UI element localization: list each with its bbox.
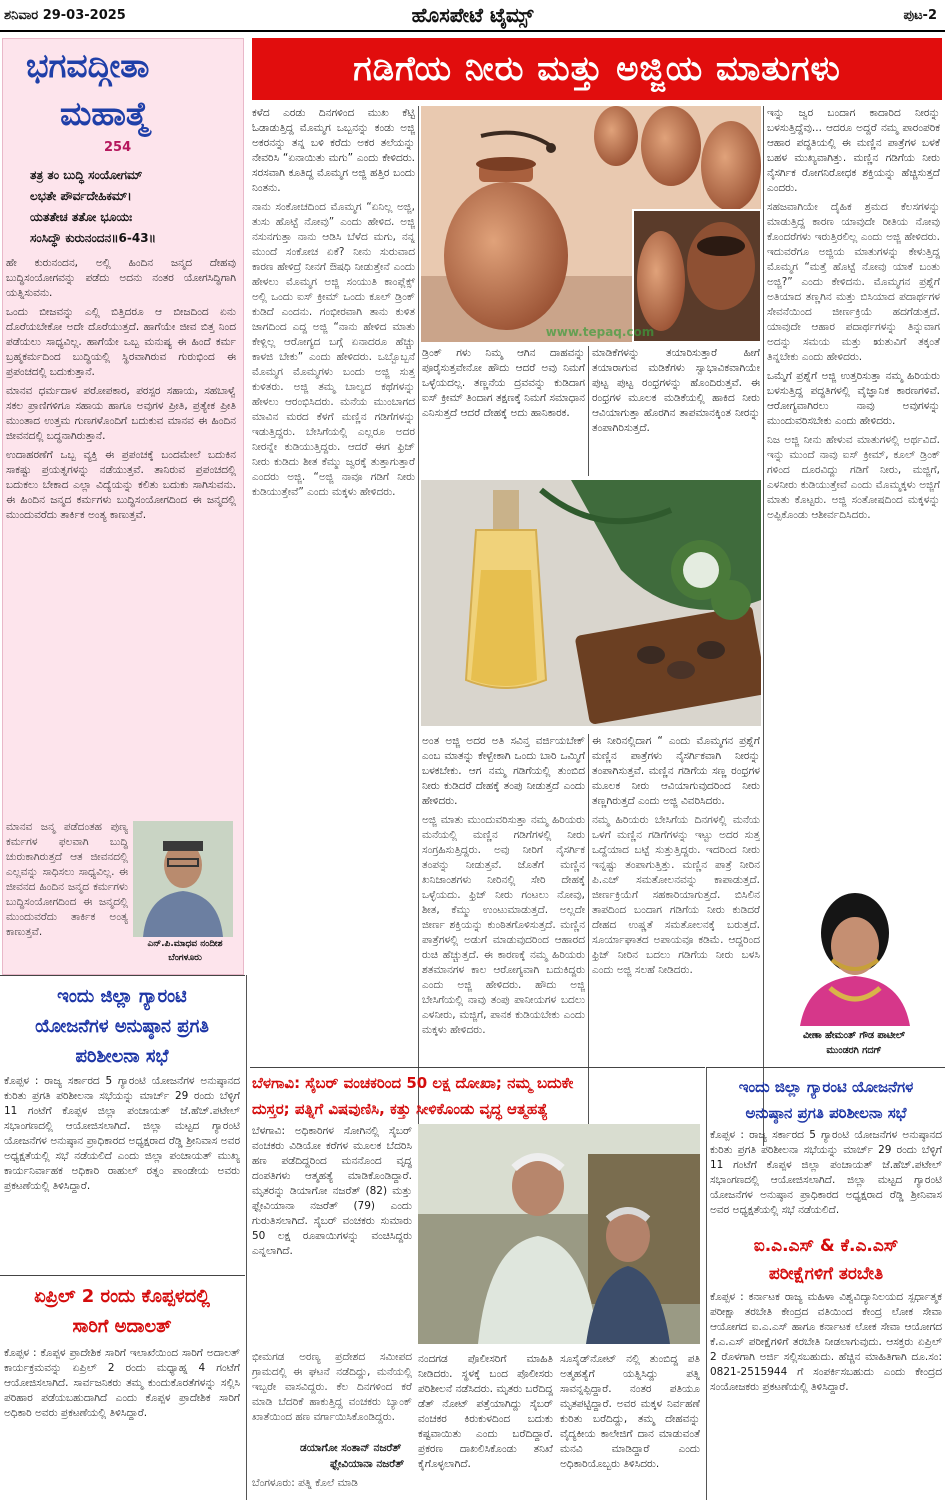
headline-line: ಬೆಳಗಾವಿ: ಸೈಬರ್ ವಂಚಕರಿಂದ 50 ಲಕ್ಷ ದೋಖಾ; ನಮ್ಮ ಬದುಕೇ xyxy=(252,1074,574,1092)
gita-paragraph: ಉದಾಹರಣೆಗೆ ಒಬ್ಬ ವ್ಯಕ್ತಿ ಈ ಪ್ರಪಂಚಕ್ಕೆ ಬಂದಮೇಲೆ ಬದುಕಿನ ಸಾಕಷ್ಟು ಪ್ರಯತ್ನಗಳನ್ನು ನಡೆಯುತ್ತವೆ. ತಾನಿರುವ ಪ್ರಪಂಚದಲ್ಲಿ ಬದುಕಲು ಬೇಕಾದ ಎಲ್ಲಾ ವಿದ್ಯೆಯನ್ನು ಕಲಿತು ಬದುಕು ಸಾಗಿಸುವನು. ಈ ಹಿಂದಿನ ಜನ್ಮದ ಕರ್ಮಗಳು ಬುದ್ಧಿಸಂಯೋಗದಿಂದ ಈ ಜನ್ಮದಲ್ಲಿ ಮುಂದುವರೆದು ತಾರ್ಕಿಕ ಅಂತ್ಯ ಕಾಣುತ್ತವೆ. xyxy=(6,449,236,521)
gita-paragraph: ಮಾನವ ಧರ್ಮದಾಳ ಪರೋಪಕಾರ, ಪರಸ್ಪರ ಸಹಾಯ, ಸಹಬಾಳ್ವೆ ಸಕಲ ಪ್ರಾಣಿಗಳಿಗೂ ಸಹಾಯ ಹಾಗೂ ಅವುಗಳ ಪ್ರೀತಿ, ಪ್ರತ್ಯೇಕ ಪ್ರೀತಿ ಮುಂತಾದ ಉತ್ತಮ ಗುಣಗಳೊಂದಿಗೆ ಬದುಕುವ ಮಾನವ ಈ ಹಿಂದಿನ ಜೀವನದಲ್ಲಿ ಬದ್ಧನಾಗಿರುತ್ತಾನೆ. xyxy=(6,385,236,442)
news-headline-ias-kas xyxy=(710,1232,942,1288)
gita-number: 254 xyxy=(104,140,132,155)
article-author-place: ಮುಂಡರಗಿ ಗದಗ್ xyxy=(826,1045,882,1056)
headline-line: ಇಂದು ಜಿಲ್ಲಾ ಗ್ಯಾರಂಟಿ xyxy=(57,986,187,1007)
masthead-rule xyxy=(0,30,945,32)
main-article-paragraph: ಕಳೆದ ಎರಡು ದಿನಗಳಿಂದ ಮುಖ ಕೆಟ್ಟಿ ಓಡಾಡುತ್ತಿದ್ದ ಮೊಮ್ಮಗ ಒಬ್ಬನನ್ನು ಕಂಡು ಅಜ್ಜಿ ಅಕರನನ್ನು ತನ್ನ ಬಳಿ ಕರೆದು ಅಕರ ತಲೆಯನ್ನು ನೇವರಿಸಿ “ಏನಾಯಿತು ಮಗು” ಎಂದು ಕೇಳಿದರು. ಸರಸವಾಗಿ ಕೂತಿದ್ದ ಮೊಮ್ಮಗ ಅಜ್ಜಿ ಹತ್ತಿರ ಬಂದು ನಿಂತನು. xyxy=(252,107,415,194)
gita-author-name: ಎನ್.ಪಿ.ಮಾಧವ ನಂದೀಶ xyxy=(147,939,223,949)
clay-pots-image xyxy=(421,106,761,342)
gita-author-photo xyxy=(133,821,233,937)
clay-pots-icon xyxy=(421,106,761,342)
column-divider xyxy=(418,106,419,1146)
main-article-col1: ಕಳೆದ ಎರಡು ದಿನಗಳಿಂದ ಮುಖ ಕೆಟ್ಟಿ ಓಡಾಡುತ್ತಿದ್ದ ಮೊಮ್ಮಗ ಒಬ್ಬನನ್ನು ಕಂಡು ಅಜ್ಜಿ ಅಕರನನ್ನು ತನ್ನ ಬಳಿ ಕರೆದು ಅಕರ ತಲೆಯನ್ನು ನೇವರಿಸಿ “ಏನಾಯಿತು ಮಗು” ಎಂದು ಕೇಳಿದರು. ಸರಸವಾಗಿ ಕೂತಿದ್ದ ಮೊಮ್ಮಗ ಅಜ್ಜಿ ಹತ್ತಿರ ಬಂದು ನಿಂತನು. ನಾನು ಸಂಕೋಚದಿಂದ ಮೊಮ್ಮಗ “ಏನಿಲ್ಲ ಅಜ್ಜಿ, ತುಸು ಹೊಟ್ಟೆ ನೋವು” ಎಂದು ಹೇಳಿದ. ಅಜ್ಜಿ ನಸುನಗುತ್ತಾ ನಾನು ಆಡಿಸಿ ಬೆಳೆದ ಮಗು, ನನ್ನ ಮುಂದೆ ಸಂಕೋಚ ಏಕೆ? ನೀನು ಸುರುವಾದ ಕಾರಣ ಹೇಳಿದ್ರೆ ನೀನಗೆ ಔಷಧಿ ನೀಡುತ್ತೇನೆ ಎಂದು ಹೇಳಲು ಮೊಮ್ಮಗ ಅಜ್ಜಿ ಸಂಯುತಿ ಕಾಂಪ್ಲೆಕ್ಸ್ ಅಲ್ಲಿ ಒಂದು ಐಸ್ ಕ್ರೀಮ್ ಒಂದು ಕೂಲ್ ಡ್ರಿಂಕ್ ಕುಡಿದೆ ಎಂದನು. ಗಂಭೀರವಾಗಿ ತಾನು ಕುಳಿತ ಜಾಗದಿಂದ ಎದ್ದ ಅಜ್ಜಿ “ನಾನು ಹೇಳಿದ ಮಾತು ಕೇಳ್ಲಿಲ್ಲ ಆರೋಗ್ಯದ ಬಗ್ಗೆ ಏನಾದರೂ ಹೆಚ್ಚು ಕಾಳಜಿ ಬೇಕು” ಎಂದು ಹೇಳಿದರು. ಒಬ್ಬೊಬ್ಬನೆ ಮೊಮ್ಮಗ ಮೊಮ್ಮಗಳು ಬಂದು ಅಜ್ಜಿ ಸುತ್ತ ಕುಳಿತರು. ಅಜ್ಜಿ ತಮ್ಮ ಬಾಲ್ಯದ ಕಥೆಗಳನ್ನು ಹೇಳಲು ಆರಂಭಿಸಿದರು. ಮನೆಯ ಮುಂಬಾಗದ ಮಾವಿನ ಮರದ ಕೆಳಗೆ ಮಣ್ಣಿನ ಗಡಿಗೆಗಳನ್ನು ಇಡುತ್ತಿದ್ದರು. ಬೇಸಿಗೆಯಲ್ಲಿ ಎಲ್ಲರೂ ಅದರ ನೀರನ್ನೇ ಕುಡಿಯುತ್ತಿದ್ದರು. ಆದರೆ ಈಗ ಫ್ರಿಜ್ ನೀರು ಕುಡಿದು ಶೀತ ಕೆಮ್ಮು ಜ್ವರಕ್ಕೆ ತುತ್ತಾಗುತ್ತಾರೆ ಎಂದರು ಅಜ್ಜಿ. “ಅಜ್ಜಿ ನಾವೂ ಗಡಿಗೆ ನೀರು ಕುಡಿಯುತ್ತೇವೆ” ಎಂದು ಮಕ್ಕಳು ಹೇಳಿದರು. xyxy=(252,107,415,498)
section-rule xyxy=(250,1067,705,1068)
column-divider xyxy=(763,106,764,1146)
gita-author-place: ಬೆಂಗಳೂರು xyxy=(168,953,202,963)
main-article-col2b: ಅಂತ ಅಜ್ಜಿ ಅದರ ಅತಿ ಸವಿನ್ತ ವರ್ಜಿಯಬೇಕ್ ಎಂಬ ಮಾತನ್ನು ಕೇಳ್ಬೇಕಾಗಿ ಒಂದು ಬಾರಿ ಒಮ್ಮಿಗೆ ಬಳಕಬೇಕು. ಆಗ ನಮ್ಮ ಗಡಿಗೆಯಲ್ಲಿ ತುಂಬಿದ ನೀರು ಕುಡಿದರೆ ದೇಹಕ್ಕೆ ತಂಪು ನೀಡುತ್ತದೆ ಎಂದು ಹೇಳಿದರು. ಅಜ್ಜಿ ಮಾತು ಮುಂದುವರಿಸುತ್ತಾ ನಮ್ಮ ಹಿರಿಯರು ಮನೆಯಲ್ಲಿ ಮಣ್ಣಿನ ಗಡಿಗೆಗಳಲ್ಲಿ ನೀರು ಸಂಗ್ರಹಿಸುತ್ತಿದ್ದರು. ಅವು ನೀರಿಗೆ ನೈಸರ್ಗಿಕ ತಂಪನ್ನು ನೀಡುತ್ತವೆ. ಜೊತೆಗೆ ಮಣ್ಣಿನ ಖನಿಜಾಂಶಗಳು ನೀರಿನಲ್ಲಿ ಸೇರಿ ದೇಹಕ್ಕೆ ಒಳ್ಳೆಯದು. ಫ್ರಿಜ್ ನೀರು ಗಂಟಲು ನೋವು, ಶೀತ, ಕೆಮ್ಮು ಉಂಟುಮಾಡುತ್ತದೆ. ಅಲ್ಲದೇ ಜೀರ್ಣ ಶಕ್ತಿಯನ್ನು ಕುಂಠಿತಗೊಳಿಸುತ್ತದೆ. ಮಣ್ಣಿನ ಪಾತ್ರೆಗಳಲ್ಲಿ ಅಡುಗೆ ಮಾಡುವುದರಿಂದ ಆಹಾರದ ರುಚಿ ಹೆಚ್ಚುತ್ತದೆ. ಈ ಕಾರಣಕ್ಕೆ ನಮ್ಮ ಹಿರಿಯರು ಶತಮಾನಗಳ ಕಾಲ ಆರೋಗ್ಯವಾಗಿ ಬದುಕಿದ್ದರು ಎಂದು ಅಜ್ಜಿ ಹೇಳಿದರು. ಹೌದು ಅಜ್ಜಿ ಬೇಸಿಗೆಯಲ್ಲಿ ನಾವು ತಂಪು ಪಾನೀಯಗಳ ಬದಲು ಎಳನೀರು, ಮಜ್ಜಿಗೆ, ಪಾನಕ ಕುಡಿಯಬೇಕು ಎಂದು ಮಕ್ಕಳು ಹೇಳಿದರು. xyxy=(422,735,585,1036)
gita-body-continued: ಮಾನವ ಜನ್ಮ ಪಡೆದಂತಹ ಪುಣ್ಯ ಕರ್ಮಗಳ ಫಲವಾಗಿ ಬುದ್ಧಿ ಚುರುಕಾಗಿರುತ್ತದೆ ಆತ ಜೀವನದಲ್ಲಿ ಎಲ್ಲವನ್ನು ಸಾಧಿಸಲು ಸಾಧ್ಯವಿಲ್ಲ. ಈ ಜೀವನದ ಹಿಂದಿನ ಜನ್ಮದ ಕರ್ಮಗಳು ಬುದ್ಧಿಸಂಯೋಗದಿಂದ ಈ ಜನ್ಮದಲ್ಲಿ ಮುಂದುವರೆದು ತಾರ್ಕಿಕ ಅಂತ್ಯ ಕಾಣುತ್ತವೆ. xyxy=(6,821,128,938)
gita-verse-line: ಸಂಸಿದ್ಧೌ ಕುರುನಂದನ॥6-43॥ xyxy=(30,231,156,245)
oil-bottle-icon xyxy=(421,480,761,726)
page-number: ಪುಟ-2 xyxy=(903,8,937,23)
issue-date: ಶನಿವಾರ 29-03-2025 xyxy=(4,8,126,23)
main-article-col3 xyxy=(592,346,760,476)
column-divider xyxy=(588,346,589,476)
news-body-cyber-fraud-4: ಭೀಮಗಡ ಅರಣ್ಯ ಪ್ರದೇಶದ ಸಮೀಪದ ಗ್ರಾಮದಲ್ಲಿ ಈ ಘಟನೆ ನಡೆದಿದ್ದು, ಮನೆಯಲ್ಲಿ ಇಬ್ಬರೇ ವಾಸವಿದ್ದರು. ಕೆಲ ದಿನಗಳಿಂದ ಕರೆ ಮಾಡಿ ಬೆದರಿಕೆ ಹಾಕುತ್ತಿದ್ದ ವಂಚಕರು ಬ್ಯಾಂಕ್ ಖಾತೆಯಿಂದ ಹಣ ವರ್ಗಾಯಿಸಿಕೊಂಡಿದ್ದರು. xyxy=(252,1351,412,1423)
headline-line: ಪರೀಕ್ಷೆಗಳಿಗೆ ತರಬೇತಿ xyxy=(768,1264,884,1284)
couple-photo-icon xyxy=(418,1124,700,1344)
section-rule xyxy=(706,1067,945,1068)
news-headline-guarantee-right xyxy=(710,1074,942,1126)
news-body-cyber-fraud-2: ನಂದಗಡ ಪೊಲೀಸರಿಗೆ ಮಾಹಿತಿ ನೀಡಿದರು. ಸ್ಥಳಕ್ಕೆ ಬಂದ ಪೊಲೀಸರು ಪರಿಶೀಲನೆ ನಡೆಸಿದರು. ಮೃತರು ಬರೆದಿದ್ದ ಡೆತ್ ನೋಟ್ ಪತ್ತೆಯಾಗಿದ್ದು ಸೈಬರ್ ವಂಚಕರ ಕಿರುಕುಳದಿಂದ ಬದುಕು ಕಷ್ಟವಾಯಿತು ಎಂದು ಬರೆದಿದ್ದಾರೆ. ಪ್ರಕರಣ ದಾಖಲಿಸಿಕೊಂಡು ತನಿಖೆ ಕೈಗೊಳ್ಳಲಾಗಿದೆ. xyxy=(418,1353,553,1470)
news-headline-adalat xyxy=(4,1282,240,1342)
headline-line: ಯೋಜನೆಗಳ ಅನುಷ್ಠಾನ ಪ್ರಗತಿ xyxy=(35,1016,209,1037)
headline-line: ಇಂದು ಜಿಲ್ಲಾ ಗ್ಯಾರಂಟಿ ಯೋಜನೆಗಳ xyxy=(738,1078,914,1096)
news-body-guarantee-left: ಕೊಪ್ಪಳ : ರಾಜ್ಯ ಸರ್ಕಾರದ 5 ಗ್ಯಾರಂಟಿ ಯೋಜನೆಗಳ ಅನುಷ್ಠಾನದ ಕುರಿತು ಪ್ರಗತಿ ಪರಿಶೀಲನಾ ಸಭೆಯನ್ನು ಮಾರ್ಚ್ 29 ರಂದು ಬೆಳ್ಳಿಗೆ 11 ಗಂಟೆಗೆ ಕೊಪ್ಪಳ ಜಿಲ್ಲಾ ಪಂಚಾಯತ್ ಜೆ.ಹೆಚ್.ಪಟೇಲ್ ಸಭಾಂಗಣದಲ್ಲಿ ಆಯೋಜಿಸಲಾಗಿದೆ. ಜಿಲ್ಲಾ ಮಟ್ಟದ ಗ್ಯಾರಂಟಿ ಯೋಜನೆಗಳ ಅನುಷ್ಠಾನ ಪ್ರಾಧಿಕಾರದ ಅಧ್ಯಕ್ಷರಾದ ರೆಡ್ಡಿ ಶ್ರೀನಿವಾಸ ಅವರ ಅಧ್ಯಕ್ಷತೆಯಲ್ಲಿ ಸಭೆ ನಡೆಯಲಿದೆ ಎಂದು ಜಿಲ್ಲಾ ಪಂಚಾಯತ್ ಮುಖ್ಯ ಕಾರ್ಯನಿರ್ವಾಹಕ ಅಧಿಕಾರಿ ರಾಹುಲ್ ರತ್ನಂ ಪಾಂಡೇಯ ಅವರು ಪ್ರಕಟಣೆಯಲ್ಲಿ ತಿಳಿಸಿದ್ದಾರೆ. xyxy=(4,1075,240,1192)
elderly-couple-photo xyxy=(418,1124,700,1344)
gita-title-line1: ಭಗವದ್ಗೀತಾ xyxy=(26,46,150,85)
gita-verse-line: ಲಭತೇ ಪೌರ್ವದೇಹಿಕಮ್। xyxy=(30,189,132,203)
headline-line: ಪರಿಶೀಲನಾ ಸಭೆ xyxy=(75,1046,169,1067)
headline-line: ಐ.ಎ.ಎಸ್ & ಕೆ.ಎ.ಎಸ್ xyxy=(753,1236,899,1256)
article-author-photo xyxy=(790,888,920,1026)
gita-paragraph: ಹೇ ಕುರುನಂದನ, ಅಲ್ಲಿ ಹಿಂದಿನ ಜನ್ಮದ ದೇಹವು ಬುದ್ಧಿಸಂಯೋಗವನ್ನು ಪಡೆದು ಅದನು ನಂತರ ಯೋಗಸಿದ್ಧಿಗಾಗಿ ಯತ್ನಿಸುವನು. xyxy=(6,257,236,299)
main-article-paragraph: ಇನ್ನು ಜ್ವರ ಬಂದಾಗ ಕಾದಾರಿದ ನೀರನ್ನು ಬಳಸುತ್ತಿದ್ದೆವು... ಆದರೂ ಅದ್ದರೆ ನಮ್ಮ ಪಾರಂಪರಿಕ ಆಹಾರ ಪದ್ಧತಿಯಲ್ಲಿ ಈ ಮಣ್ಣಿನ ಪಾತ್ರೆಗಳ ಬಳಕೆ ಬಹಳ ಮುಖ್ಯವಾಗಿತ್ತು. ಮಣ್ಣಿನ ಗಡಿಗೆಯ ನೀರು ನೈಸರ್ಗಿಕ ರೋಗನಿರೋಧಕ ಶಕ್ತಿಯನ್ನು ಹೆಚ್ಚಿಸುತ್ತದೆ ಎಂದರು. xyxy=(767,107,940,194)
main-article-paragraph: ಅಂತ ಅಜ್ಜಿ ಅದರ ಅತಿ ಸವಿನ್ತ ವರ್ಜಿಯಬೇಕ್ ಎಂಬ ಮಾತನ್ನು ಕೇಳ್ಬೇಕಾಗಿ ಒಂದು ಬಾರಿ ಒಮ್ಮಿಗೆ ಬಳಕಬೇಕು. ಆಗ ನಮ್ಮ ಗಡಿಗೆಯಲ್ಲಿ ತುಂಬಿದ ನೀರು ಕುಡಿದರೆ ದೇಹಕ್ಕೆ ತಂಪು ನೀಡುತ್ತದೆ ಎಂದು ಹೇಳಿದರು. xyxy=(422,735,585,807)
section-rule xyxy=(0,1275,245,1276)
newspaper-title: ಹೊಸಪೇಟೆ ಟೈಮ್ಸ್ xyxy=(411,3,534,27)
news-headline-guarantee-left xyxy=(4,982,240,1072)
section-rule xyxy=(0,975,245,976)
gita-body xyxy=(6,256,236,816)
headline-line: ದುಸ್ತರ; ಪತ್ನಿಗೆ ವಿಷವುಣಿಸಿ, ಕತ್ತು ಸೀಳಿಕೊಂಡು ವೃದ್ಧ ಆತ್ಮಹತ್ಯೆ xyxy=(252,1100,548,1118)
photo-caption-2: ಫ್ಲೇವಿಯಾನಾ ನಜರೆತ್ xyxy=(330,1458,405,1470)
news-body-guarantee-right: ಕೊಪ್ಪಳ : ರಾಜ್ಯ ಸರ್ಕಾರದ 5 ಗ್ಯಾರಂಟಿ ಯೋಜನೆಗಳ ಅನುಷ್ಠಾನದ ಕುರಿತು ಪ್ರಗತಿ ಪರಿಶೀಲನಾ ಸಭೆಯನ್ನು ಮಾರ್ಚ್ 29 ರಂದು ಬೆಳ್ಳಿಗೆ 11 ಗಂಟೆಗೆ ಕೊಪ್ಪಳ ಜಿಲ್ಲಾ ಪಂಚಾಯತ್ ಜೆ.ಹೆಚ್.ಪಟೇಲ್ ಸಭಾಂಗಣದಲ್ಲಿ ಆಯೋಜಿಸಲಾಗಿದೆ. ಜಿಲ್ಲಾ ಮಟ್ಟದ ಗ್ಯಾರಂಟಿ ಯೋಜನೆಗಳ ಅನುಷ್ಠಾನ ಪ್ರಾಧಿಕಾರದ ಅಧ್ಯಕ್ಷರಾದ ರೆಡ್ಡಿ ಶ್ರೀನಿವಾಸ ಅವರ ಅಧ್ಯಕ್ಷತೆಯಲ್ಲಿ ಸಭೆ ನಡೆಯಲಿದೆ. xyxy=(710,1129,942,1216)
main-article-paragraph: ಮಾಡಿಕೆಗಳನ್ನು ತಯಾರಿಸುತ್ತಾರೆ ಹೀಗೆ ತಯಾರಾಗುವ ಮಡಿಕೆಗಳು ಸ್ವಾಭಾವಿಕವಾಗಿಯೇ ಪುಟ್ಟ ಪುಟ್ಟ ರಂಧ್ರಗಳನ್ನು ಹೊಂದಿರುತ್ತವೆ. ಈ ರಂಧ್ರಗಳ ಮೂಲಕ ಮಡಿಕೆಯಲ್ಲಿ ಹಾಕಿದ ನೀರು ಆವಿಯಾಗುತ್ತಾ ಹೊರಗಿನ ತಾಪಮಾನಕ್ಕಿಂತ ನೀರನ್ನು ತಂಪಾಗಿರಿಸುತ್ತದೆ. xyxy=(592,347,760,434)
main-article-paragraph: ಡ್ರಿಂಕ್ ಗಳು ನಿಮ್ಮ ಆಗಿನ ದಾಹವನ್ನು ಪೂರೈಸುತ್ತವೇನೋ ಹೌದು ಆದರೆ ಅವು ನಿಮಗೆ ಒಳ್ಳೆಯದಲ್ಲ. ತಣ್ಣನೆಯ ದ್ರವವನ್ನು ಕುಡಿದಾಗ ಐಸ್ ಕ್ರೀಮ್ ತಿಂದಾಗ ತಕ್ಷಣಕ್ಕೆ ನಿಮಗೆ ಸಮಾಧಾನ ಎನಿಸುತ್ತದೆ ಆದರೆ ದೇಹಕ್ಕೆ ಅದು ಹಾನಿಕಾರಕ. xyxy=(422,347,585,419)
gita-paragraph: ಒಂದು ಬೀಜವನ್ನು ಎಲ್ಲಿ ಬಿತ್ತಿದರೂ ಆ ಬೀಜದಿಂದ ಏನು ದೊರೆಯಬೇಕೋ ಅದೇ ದೊರೆಯುತ್ತದೆ. ಹಾಗೆಯೇ ಜೀವ ಬಿತ್ತ ನಿಂದ ಪಡೆಯಲು ಸಾಧ್ಯವಿಲ್ಲ. ಹಾಗೆಯೇ ಒಬ್ಬ ಮನುಷ್ಯ ಈ ಹಿಂದೆ ಕರ್ಮ ಬ್ರಹ್ಮಕರ್ಮದಿಂದ ಬುದ್ಧಿಯಲ್ಲಿ ಸ್ಥಿರವಾಗಿರುವ ಗುರುಭಿಂದ ಈ ಪ್ರಪಂಚದಲ್ಲಿ ಬದುಕುತ್ತಾನೆ. xyxy=(6,306,236,378)
main-article-paragraph: ಒಮ್ಮೆಗೆ ಪ್ರಶ್ನೆಗೆ ಅಜ್ಜಿ ಉತ್ತರಿಸುತ್ತಾ ನಮ್ಮ ಹಿರಿಯರು ಬಳಸುತ್ತಿದ್ದ ಪದ್ಧತಿಗಳಲ್ಲಿ ವೈಜ್ಞಾನಿಕ ಕಾರಣಗಳಿವೆ. ಆರೋಗ್ಯವಾಗಿರಲು ನಾವು ಅವುಗಳನ್ನು ಮುಂದುವರಿಸಬೇಕು ಎಂದು ಹೇಳಿದರು. xyxy=(767,370,940,427)
headline-line: ಏಪ್ರಿಲ್ 2 ರಂದು ಕೊಪ್ಪಳದಲ್ಲಿ xyxy=(34,1286,210,1307)
news-body-cyber-fraud: ಬೆಳಗಾವಿ: ಅಧಿಕಾರಿಗಳ ಸೋಗಿನಲ್ಲಿ ಸೈಬರ್ ವಂಚಕರು ವಿಡಿಯೋ ಕರೆಗಳ ಮೂಲಕ ಬೆದರಿಸಿ ಹಣ ಪಡೆದಿದ್ದರಿಂದ ಮನನೊಂದ ವೃದ್ಧ ದಂಪತಿಗಳು ಆತ್ಮಹತ್ಯೆ ಮಾಡಿಕೊಂಡಿದ್ದಾರೆ. ಮೃತರನ್ನು ಡಿಯಾಗೋ ನಜರೆತ್ (82) ಮತ್ತು ಫ್ಲೇವಿಯಾನಾ ನಜರೆತ್ (79) ಎಂದು ಗುರುತಿಸಲಾಗಿದೆ. ಸೈಬರ್ ವಂಚಕರು ಸುಮಾರು 50 ಲಕ್ಷ ರೂಪಾಯಿಗಳನ್ನು ವಂಚಿಸಿದ್ದರು ಎನ್ನಲಾಗಿದೆ. xyxy=(252,1125,412,1257)
headline-line: ಸಾರಿಗೆ ಅದಾಲತ್ xyxy=(72,1316,172,1337)
castor-oil-image xyxy=(421,480,761,726)
author-portrait-icon xyxy=(133,821,233,937)
news-body-cyber-fraud-3: ಸೂಸೈಡ್‌ನೋಟ್ ನಲ್ಲಿ ತುಂಬಿದ್ದ ಪತಿ ಅತ್ಮಹತ್ಯೆಗೆ ಯತ್ನಿಸಿದ್ದು ಪತ್ನಿ ಸಾವನ್ನಪ್ಪಿದ್ದಾರೆ. ನಂತರ ಪತಿಯೂ ಮೃತಪಟ್ಟಿದ್ದಾರೆ. ಅವರ ಮಕ್ಕಳ ನಿರ್ವಹಣೆ ಕುರಿತು ಬರೆದಿದ್ದು, ತಮ್ಮ ದೇಹವನ್ನು ವೈದ್ಯಕೀಯ ಕಾಲೇಜಿಗೆ ದಾನ ಮಾಡುವಂತೆ ಮನವಿ ಮಾಡಿದ್ದಾರೆ ಎಂದು ಅಧಿಕಾರಿಯೊಬ್ಬರು ತಿಳಿಸಿದರು. xyxy=(560,1353,700,1470)
news-body-cyber-fraud-5: ಬೆಂಗಳೂರು: ಪತ್ನಿ ಕೊಲೆ ಮಾಡಿ xyxy=(252,1477,358,1489)
column-divider xyxy=(246,975,247,1500)
column-divider xyxy=(706,1068,707,1500)
main-article-col4: ಇನ್ನು ಜ್ವರ ಬಂದಾಗ ಕಾದಾರಿದ ನೀರನ್ನು ಬಳಸುತ್ತಿದ್ದೆವು... ಆದರೂ ಅದ್ದರೆ ನಮ್ಮ ಪಾರಂಪರಿಕ ಆಹಾರ ಪದ್ಧತಿಯಲ್ಲಿ ಈ ಮಣ್ಣಿನ ಪಾತ್ರೆಗಳ ಬಳಕೆ ಬಹಳ ಮುಖ್ಯವಾಗಿತ್ತು. ಮಣ್ಣಿನ ಗಡಿಗೆಯ ನೀರು ನೈಸರ್ಗಿಕ ರೋಗನಿರೋಧಕ ಶಕ್ತಿಯನ್ನು ಹೆಚ್ಚಿಸುತ್ತದೆ ಎಂದರು. ಸಹಜವಾಗಿಯೇ ದೈಹಿಕ ಶ್ರಮದ ಕೆಲಸಗಳನ್ನು ಮಾಡುತ್ತಿದ್ದ ಕಾರಣ ಯಾವುದೇ ರೀತಿಯ ನೋವು ಕೊಂದರೆಗಳು ಇರುತ್ತಿರಲಿಲ್ಲ ಎಂದು ಅಜ್ಜಿ ಹೇಳಿದರು. ಇದುವರೆಗೂ ಅಜ್ಜಿಯ ಮಾತುಗಳನ್ನು ಕೇಳುತ್ತಿದ್ದ ಮೊಮ್ಮಗ “ಮತ್ತೆ ಹೊಟ್ಟೆ ನೋವು ಯಾಕೆ ಬಂತು ಅಜ್ಜಿ?” ಎಂದು ಕೇಳಿದನು. ಮೊಮ್ಮಗನ ಪ್ರಶ್ನೆಗೆ ಅತಿಯಾದ ತಣ್ಣಗಿನ ಮತ್ತು ಬಿಸಿಯಾದ ಪದಾರ್ಥಗಳ ಸೇವನೆಯಿಂದ ಜೀರ್ಣಕ್ರಿಯೆ ಹದಗೆಡುತ್ತದೆ. ಯಾವುದೇ ಆಹಾರ ಪದಾರ್ಥಗಳನ್ನು ತಿನ್ನುವಾಗ ಅದನ್ನು ಸಮಯ ಮತ್ತು ಋತುವಿಗೆ ತಕ್ಕಂತೆ ತಿನ್ನಬೇಕು ಎಂದು ಹೇಳಿದರು. ಒಮ್ಮೆಗೆ ಪ್ರಶ್ನೆಗೆ ಅಜ್ಜಿ ಉತ್ತರಿಸುತ್ತಾ ನಮ್ಮ ಹಿರಿಯರು ಬಳಸುತ್ತಿದ್ದ ಪದ್ಧತಿಗಳಲ್ಲಿ ವೈಜ್ಞಾನಿಕ ಕಾರಣಗಳಿವೆ. ಆರೋಗ್ಯವಾಗಿರಲು ನಾವು ಅವುಗಳನ್ನು ಮುಂದುವರಿಸಬೇಕು ಎಂದು ಹೇಳಿದರು. ನಿಜ ಅಜ್ಜಿ ನೀನು ಹೇಳುವ ಮಾತುಗಳಲ್ಲಿ ಅರ್ಥವಿದೆ. ಇನ್ನು ಮುಂದೆ ನಾವು ಐಸ್ ಕ್ರೀಮ್, ಕೂಲ್ ಡ್ರಿಂಕ್ ಗಳಿಂದ ದೂರವಿದ್ದು ಗಡಿಗೆ ನೀರು, ಮಜ್ಜಿಗೆ, ಎಳನೀರು ಕುಡಿಯುತ್ತೇವೆ ಎಂದು ಮೊಮ್ಮಕ್ಕಳು ಅಜ್ಜಿಗೆ ಮಾತು ಕೊಟ್ಟರು. ಅಜ್ಜಿ ಸಂತೋಷದಿಂದ ಮಕ್ಕಳನ್ನು ಅಪ್ಪಿಕೊಂಡು ಆಶೀರ್ವದಿಸಿದರು. xyxy=(767,107,940,521)
gita-title-line2: ಮಹಾತ್ಮೆ xyxy=(60,94,150,133)
image-watermark: www.tepaq.com xyxy=(545,325,655,339)
gita-verse xyxy=(30,165,240,249)
gita-verse-line: ಯತತೇಚ ತತೋ ಭೂಯಃ xyxy=(30,210,133,224)
news-body-ias-kas: ಕೊಪ್ಪಳ : ಕರ್ನಾಟಕ ರಾಜ್ಯ ಮಹಿಳಾ ವಿಶ್ವವಿದ್ಯಾನಿಲಯದ ಸ್ಪರ್ಧಾತ್ಮಕ ಪರೀಕ್ಷಾ ತರಬೇತಿ ಕೇಂದ್ರದ ವತಿಯಿಂದ ಕೇಂದ್ರ ಲೋಕ ಸೇವಾ ಆಯೋಗದ ಐ.ಎ.ಎಸ್ ಹಾಗೂ ಕರ್ನಾಟಕ ಲೋಕ ಸೇವಾ ಆಯೋಗದ ಕೆ.ಎ.ಎಸ್ ಪರೀಕ್ಷೆಗಳಿಗೆ ತರಬೇತಿ ನೀಡಲಾಗುವುದು. ಆಸಕ್ತರು ಏಪ್ರಿಲ್ 2 ರೊಳಗಾಗಿ ಅರ್ಜಿ ಸಲ್ಲಿಸಬಹುದು. ಹೆಚ್ಚಿನ ಮಾಹಿತಿಗಾಗಿ ದೂ.ಸಂ: 0821-2515944 ಗೆ ಸಂಪರ್ಕಿಸಬಹುದು ಎಂದು ಕೇಂದ್ರದ ಸಂಯೋಜಕರು ಪ್ರಕಟಣೆಯಲ್ಲಿ ತಿಳಿಸಿದ್ದಾರೆ. xyxy=(710,1291,942,1393)
main-article-col2 xyxy=(422,346,585,476)
main-article-paragraph: ಈ ನೀರಿನಲ್ಲಿದಾಗ “ ಎಂದು ಮೊಮ್ಮಗನ ಪ್ರಶ್ನೆಗೆ ಮಣ್ಣಿನ ಪಾತ್ರೆಗಳು ನೈಸರ್ಗಿಕವಾಗಿ ನೀರನ್ನು ತಂಪಾಗಿಸುತ್ತವೆ. ಮಣ್ಣಿನ ಗಡಿಗೆಯ ಸಣ್ಣ ರಂಧ್ರಗಳ ಮೂಲಕ ನೀರು ಆವಿಯಾಗುವುದರಿಂದ ನೀರು ತಣ್ಣಗಿರುತ್ತದೆ ಎಂದು ಅಜ್ಜಿ ವಿವರಿಸಿದರು. xyxy=(592,735,760,807)
article-author-name: ವೀಣಾ ಹೇಮಂತ್ ಗೌಡ ಪಾಟೀಲ್ xyxy=(802,1030,906,1041)
news-body-adalat: ಕೊಪ್ಪಳ : ಕೊಪ್ಪಳ ಪ್ರಾದೇಶಿಕ ಸಾರಿಗೆ ಇಲಾಖೆಯಿಂದ ಸಾರಿಗೆ ಅದಾಲತ್ ಕಾರ್ಯಕ್ರಮವನ್ನು ಏಪ್ರಿಲ್ 2 ರಂದು ಮಧ್ಯಾಹ್ನ 4 ಗಂಟೆಗೆ ಆಯೋಜಿಸಲಾಗಿದೆ. ಸಾರ್ವಜನಿಕರು ತಮ್ಮ ಕುಂದುಕೊರತೆಗಳನ್ನು ಸಲ್ಲಿಸಿ ಪರಿಹಾರ ಪಡೆಯಬಹುದಾಗಿದೆ ಎಂದು ಕೊಪ್ಪಳ ಪ್ರಾದೇಶಿಕ ಸಾರಿಗೆ ಅಧಿಕಾರಿ ಅವರು ಪ್ರಕಟಣೆಯಲ್ಲಿ ತಿಳಿಸಿದ್ದಾರೆ. xyxy=(4,1347,240,1419)
author-portrait-icon xyxy=(790,888,920,1026)
gita-verse-line: ತತ್ರ ತಂ ಬುದ್ಧಿ ಸಂಯೋಗಮ್ xyxy=(30,168,143,182)
photo-caption-1: ಡಯಾಗೋ ಸಂತಾನ್ ನಜರೆತ್ xyxy=(300,1442,402,1454)
headline-line: ಅನುಷ್ಠಾನ ಪ್ರಗತಿ ಪರಿಶೀಲನಾ ಸಭೆ xyxy=(745,1104,907,1122)
main-article-banner: ಗಡಿಗೆಯ ನೀರು ಮತ್ತು ಅಜ್ಜಿಯ ಮಾತುಗಳು xyxy=(252,38,942,100)
main-article-col3b: ಈ ನೀರಿನಲ್ಲಿದಾಗ “ ಎಂದು ಮೊಮ್ಮಗನ ಪ್ರಶ್ನೆಗೆ ಮಣ್ಣಿನ ಪಾತ್ರೆಗಳು ನೈಸರ್ಗಿಕವಾಗಿ ನೀರನ್ನು ತಂಪಾಗಿಸುತ್ತವೆ. ಮಣ್ಣಿನ ಗಡಿಗೆಯ ಸಣ್ಣ ರಂಧ್ರಗಳ ಮೂಲಕ ನೀರು ಆವಿಯಾಗುವುದರಿಂದ ನೀರು ತಣ್ಣಗಿರುತ್ತದೆ ಎಂದು ಅಜ್ಜಿ ವಿವರಿಸಿದರು. ನಮ್ಮ ಹಿರಿಯರು ಬೇಸಿಗೆಯ ದಿನಗಳಲ್ಲಿ ಮನೆಯ ಒಳಗೆ ಮಣ್ಣಿನ ಗಡಿಗೆಗಳನ್ನು ಇಟ್ಟು ಅದರ ಸುತ್ತ ಒದ್ದೆಯಾದ ಬಟ್ಟೆ ಸುತ್ತುತ್ತಿದ್ದರು. ಇದರಿಂದ ನೀರು ಇನ್ನಷ್ಟು ತಂಪಾಗುತ್ತಿತ್ತು. ಮಣ್ಣಿನ ಪಾತ್ರೆ ನೀರಿನ ಪಿ.ಎಚ್ ಸಮತೋಲನವನ್ನು ಕಾಪಾಡುತ್ತದೆ. ಜೀರ್ಣಕ್ರಿಯೆಗೆ ಸಹಕಾರಿಯಾಗುತ್ತದೆ. ಬಿಸಿಲಿನ ತಾಪದಿಂದ ಬಂದಾಗ ಗಡಿಗೆಯ ನೀರು ಕುಡಿದರೆ ದೇಹದ ಉಷ್ಣತೆ ಸಮತೋಲನಕ್ಕೆ ಬರುತ್ತದೆ. ಸೂರ್ಯಾಘಾತದ ಅಪಾಯವೂ ಕಡಿಮೆ. ಆದ್ದರಿಂದ ಫ್ರಿಜ್ ನೀರಿನ ಬದಲು ಗಡಿಗೆಯ ನೀರು ಬಳಸಿ ಎಂದು ಅಜ್ಜಿ ಸಲಹೆ ನೀಡಿದರು. xyxy=(592,735,760,976)
news-headline-cyber-fraud xyxy=(252,1070,704,1122)
